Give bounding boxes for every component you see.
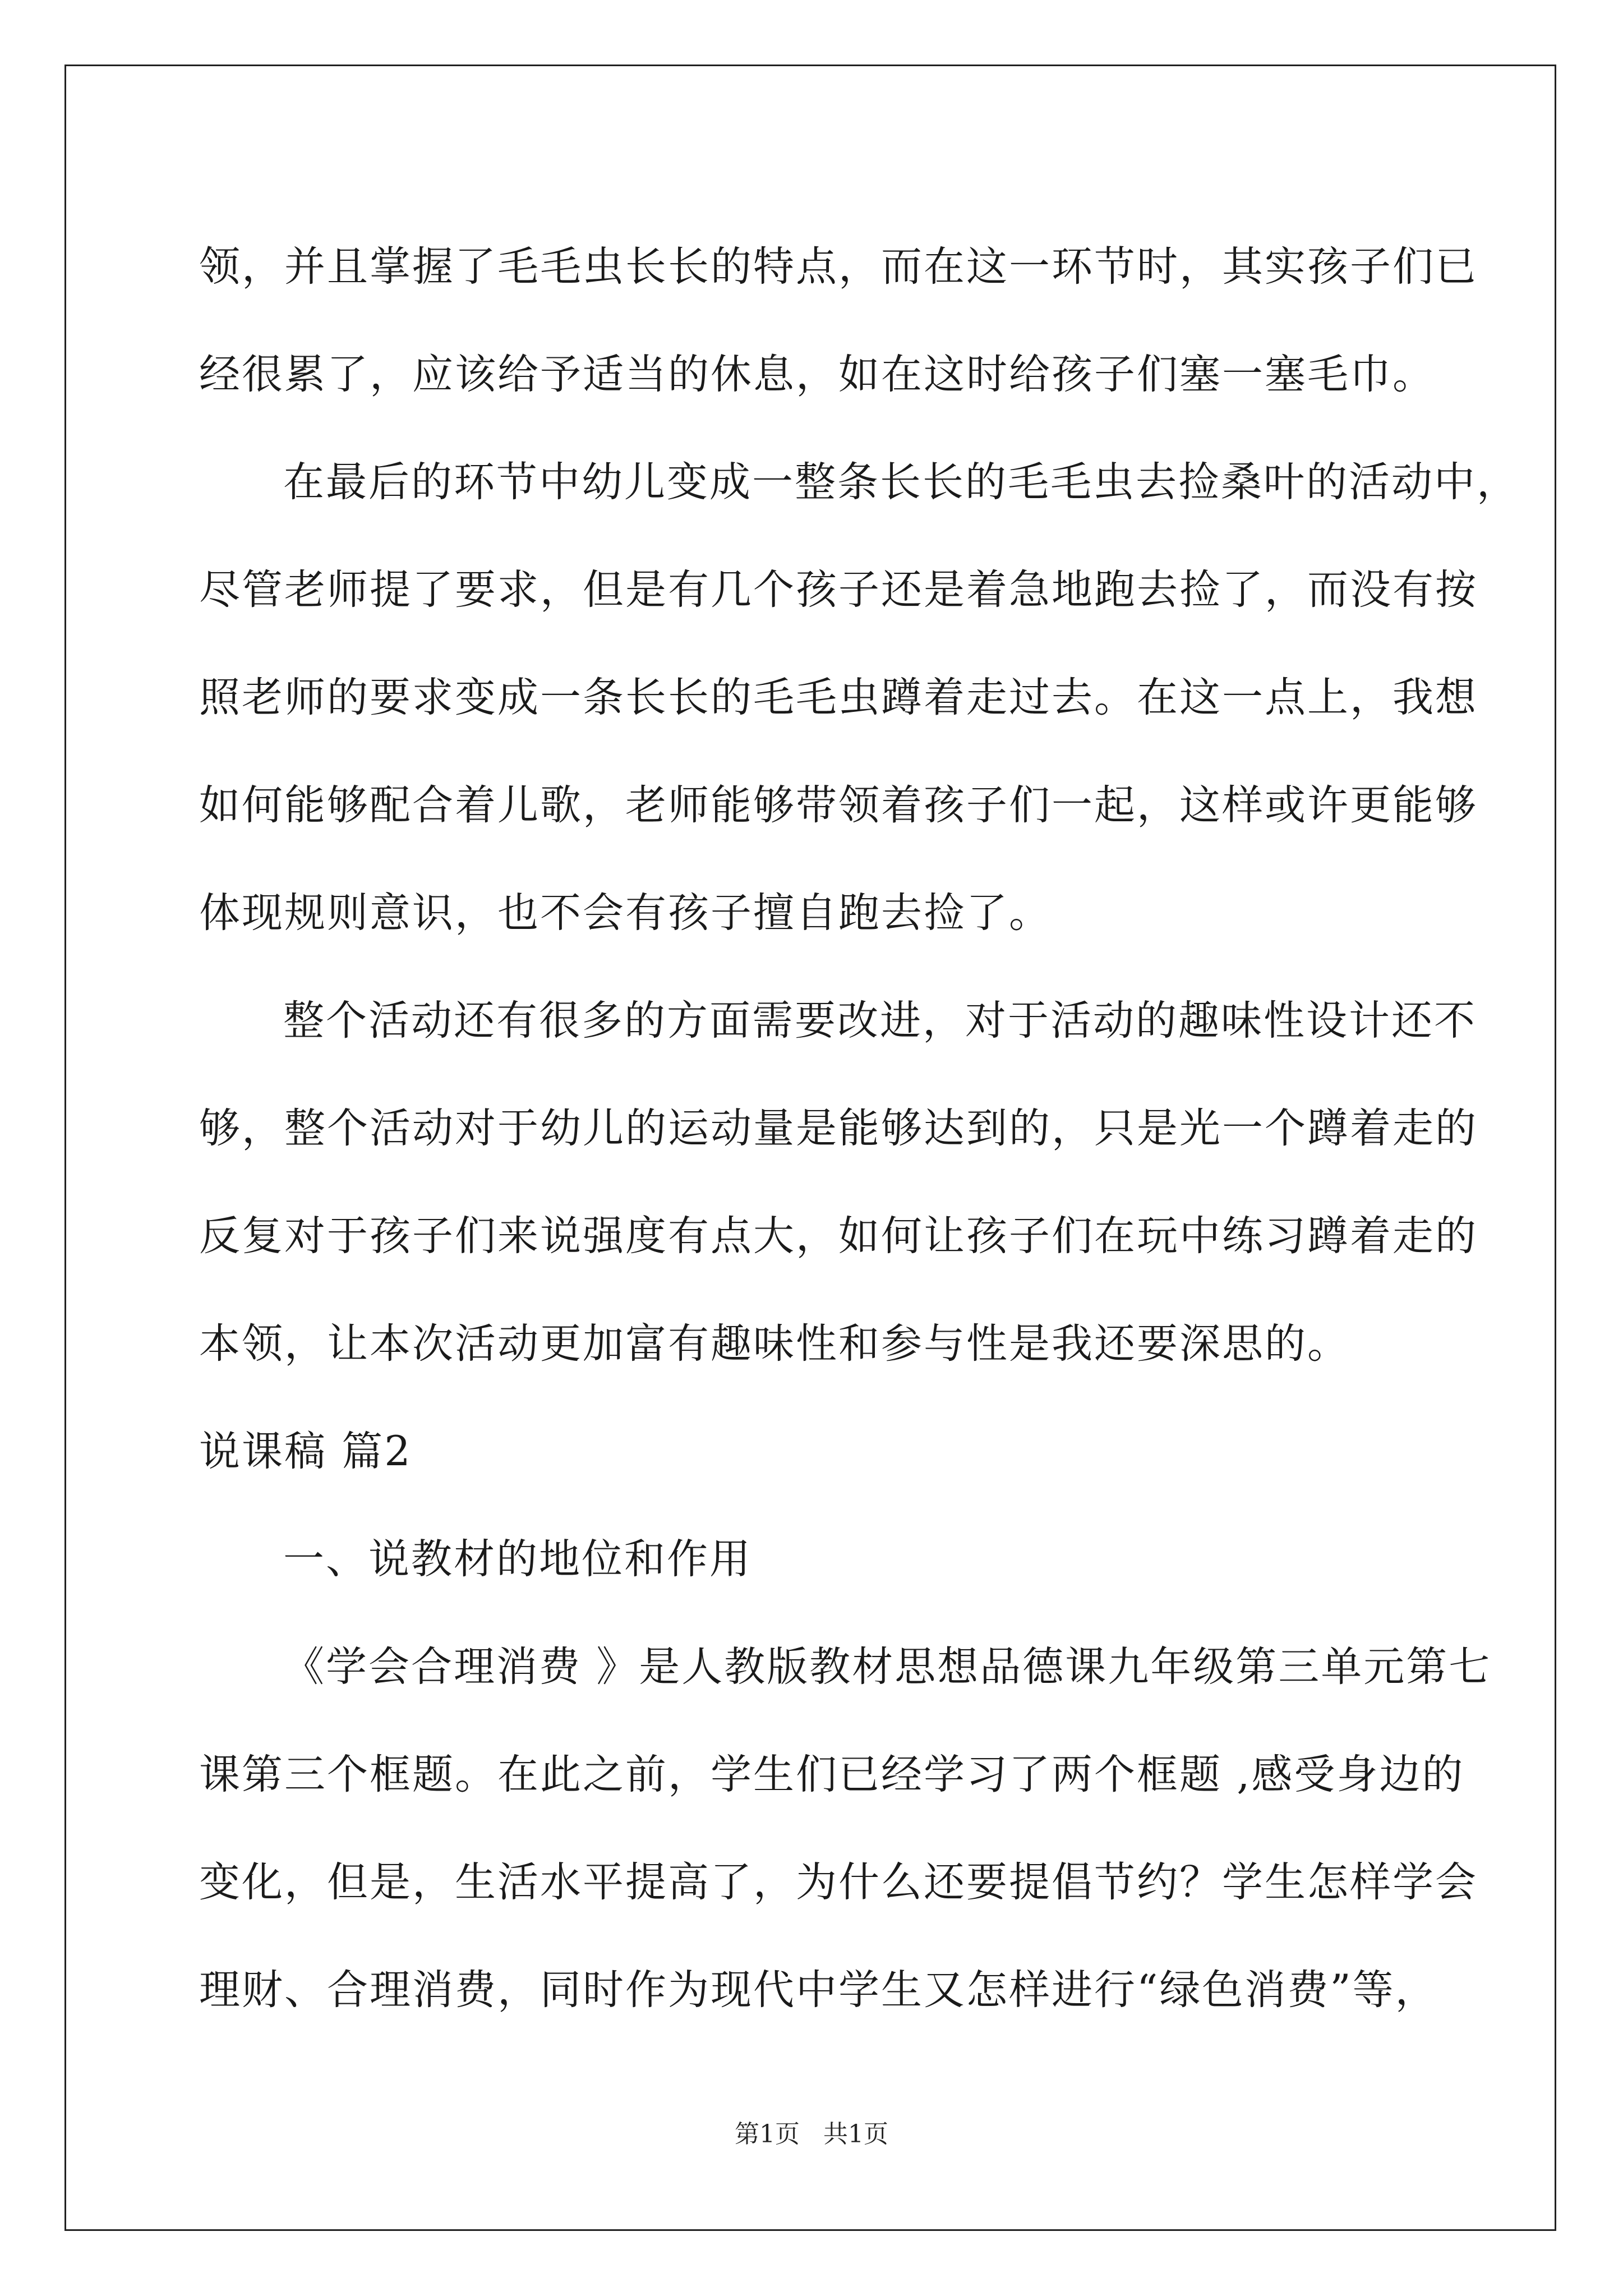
text-line: 整个活动还有很多的方面需要改进，对于活动的趣味性设计还不 — [283, 997, 1477, 1045]
text-line: 《学会合理消费 》是人教版教材思想品德课九年级第三单元第七 — [283, 1643, 1492, 1691]
text-line: 够，整个活动对于幼儿的运动量是能够达到的，只是光一个蹲着走的 — [199, 1105, 1478, 1152]
text-line: 尽管老师提了要求，但是有几个孩子还是着急地跑去捡了，而没有按 — [199, 566, 1478, 614]
section-title: 说课稿 篇2 — [199, 1428, 412, 1475]
text-line: 照老师的要求变成一条长长的毛毛虫蹲着走过去。在这一点上，我想 — [199, 674, 1478, 721]
document-body — [199, 213, 1519, 2044]
text-line: 反复对于孩子们来说强度有点大，如何让孩子们在玩中练习蹲着走的 — [199, 1212, 1478, 1260]
text-line: 如何能够配合着儿歌，老师能够带领着孩子们一起，这样或许更能够 — [199, 781, 1478, 829]
text-line: 领，并且掌握了毛毛虫长长的特点，而在这一环节时，其实孩子们已 — [199, 243, 1478, 291]
text-line: 在最后的环节中幼儿变成一整条长长的毛毛虫去捡桑叶的活动中， — [283, 458, 1519, 506]
page-footer: 第1页 共1页 — [735, 2120, 888, 2148]
paragraph-1 — [199, 213, 1478, 429]
text-line: 体现规则意识，也不会有孩子擅自跑去捡了。 — [199, 889, 1052, 937]
paragraph-3 — [199, 967, 1478, 1398]
text-line: 本领，让本次活动更加富有趣味性和参与性是我还要深思的。 — [199, 1320, 1350, 1368]
text-line: 理财、合理消费，同时作为现代中学生又怎样进行“绿色消费”等， — [199, 1966, 1438, 2014]
text-line: 经很累了，应该给予适当的休息，如在这时给孩子们塞一塞毛巾。 — [199, 351, 1435, 398]
paragraph-2 — [199, 429, 1519, 967]
paragraph-4 — [199, 1613, 1492, 2044]
subheading: 一、说教材的地位和作用 — [283, 1535, 752, 1583]
text-line: 课第三个框题。在此之前，学生们已经学习了两个框题 ,感受身边的 — [199, 1751, 1465, 1798]
text-line: 变化，但是，生活水平提高了，为什么还要提倡节约？学生怎样学会 — [199, 1858, 1478, 1906]
